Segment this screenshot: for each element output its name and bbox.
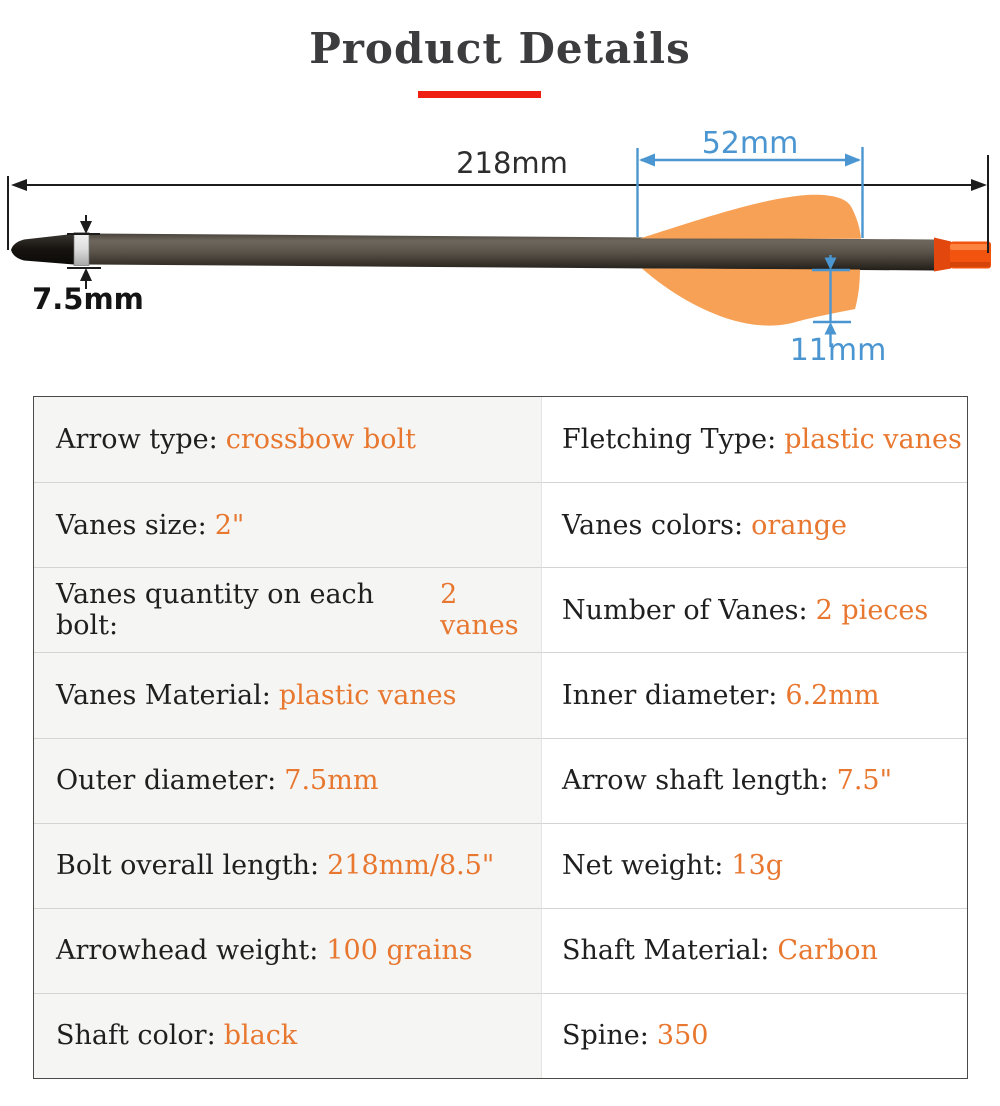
spec-label: Shaft Material: xyxy=(562,935,770,967)
spec-cell-arrow-shaft-length xyxy=(541,738,967,823)
spec-cell-number-of-vanes xyxy=(541,567,967,652)
spec-label: Arrowhead weight: xyxy=(56,935,319,967)
upper-vane xyxy=(640,195,861,239)
nock-shadow xyxy=(950,262,990,267)
spec-cell-vanes-material xyxy=(34,652,541,737)
arrow-shaft xyxy=(88,234,934,271)
spec-value: plastic vanes xyxy=(784,424,962,456)
spec-cell-vanes-size xyxy=(34,482,541,567)
spec-label: Outer diameter: xyxy=(56,765,277,797)
spec-cell-bolt-overall-length xyxy=(34,823,541,908)
spec-cell-net-weight xyxy=(541,823,967,908)
spec-label: Shaft color: xyxy=(56,1020,216,1052)
spec-label: Inner diameter: xyxy=(562,679,778,711)
spec-value: orange xyxy=(751,509,847,541)
spec-label: Arrow type: xyxy=(56,424,218,456)
overall-length-dimension-label: 218mm xyxy=(456,146,568,180)
spec-cell-vanes-colors xyxy=(541,482,967,567)
spec-cell-spine xyxy=(541,993,967,1078)
title-underline xyxy=(418,91,541,98)
spec-label: Net weight: xyxy=(562,850,724,882)
spec-label: Number of Vanes: xyxy=(562,594,808,626)
spec-label: Spine: xyxy=(562,1020,649,1052)
spec-cell-shaft-color xyxy=(34,993,541,1078)
arrow-tip xyxy=(11,234,77,265)
spec-value: black xyxy=(223,1020,298,1052)
spec-value: 2" xyxy=(214,509,245,541)
nock-highlight xyxy=(950,244,989,250)
spec-label: Arrow shaft length: xyxy=(562,765,829,797)
spec-value: Carbon xyxy=(777,935,878,967)
vane-length-dimension-label: 52mm xyxy=(701,126,799,161)
spec-cell-shaft-material xyxy=(541,908,967,993)
spec-value: 2 pieces xyxy=(815,594,929,626)
page-title: Product Details xyxy=(309,24,691,73)
vane-height-dimension-label: 11mm xyxy=(789,333,887,368)
lower-vane xyxy=(642,269,860,326)
spec-cell-inner-diameter xyxy=(541,652,967,737)
spec-label: Bolt overall length: xyxy=(56,850,320,882)
spec-value: 2 vanes xyxy=(440,579,519,642)
nock-flange xyxy=(934,238,951,272)
spec-label: Vanes Material: xyxy=(56,679,271,711)
spec-cell-outer-diameter xyxy=(34,738,541,823)
tip-collar-ring xyxy=(74,233,89,266)
spec-cell-vanes-quantity xyxy=(34,567,541,652)
spec-cell-arrow-type xyxy=(34,397,541,482)
spec-value: 13g xyxy=(731,850,784,882)
spec-label: Fletching Type: xyxy=(562,424,777,456)
spec-value: 7.5mm xyxy=(284,765,379,797)
spec-cell-fletching-type xyxy=(541,397,967,482)
arrow-diagram xyxy=(0,110,1000,390)
spec-value: 350 xyxy=(656,1020,709,1052)
spec-table xyxy=(33,396,968,1079)
diameter-dimension-label: 7.5mm xyxy=(32,282,144,316)
spec-value: plastic vanes xyxy=(278,679,457,711)
spec-value: 218mm/8.5" xyxy=(327,850,495,882)
spec-value: crossbow bolt xyxy=(225,424,416,456)
spec-value: 100 grains xyxy=(326,935,473,967)
spec-label: Vanes colors: xyxy=(562,509,744,541)
spec-value: 7.5" xyxy=(836,765,893,797)
spec-value: 6.2mm xyxy=(785,679,880,711)
spec-label: Vanes size: xyxy=(56,509,207,541)
spec-cell-arrowhead-weight xyxy=(34,908,541,993)
spec-label: Vanes quantity on each bolt: xyxy=(56,579,375,642)
